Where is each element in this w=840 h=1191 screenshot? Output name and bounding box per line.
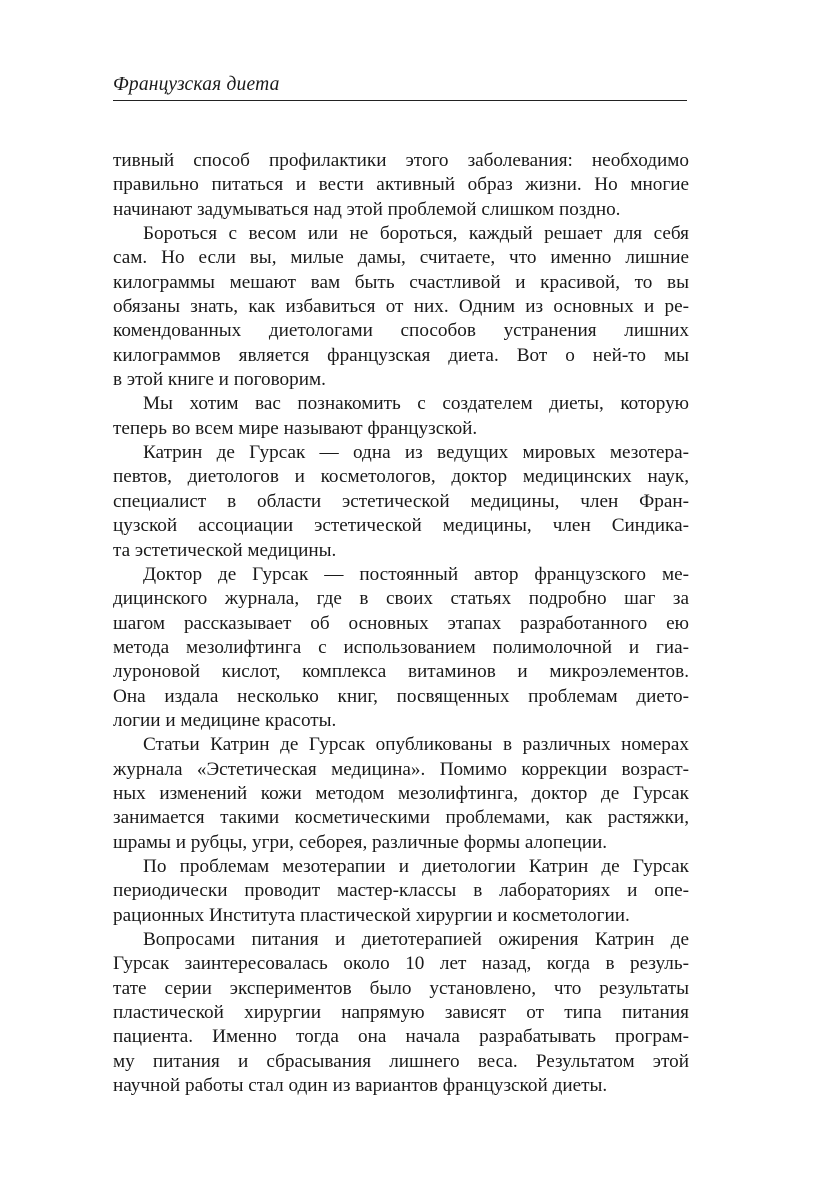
text-line: Вопросами питания и диетотерапией ожирения Катрин де [143, 929, 689, 950]
text-line: Мы хотим вас познакомить с создателем диеты, которую [143, 393, 689, 415]
text-line: шрамы и рубцы, угри, себорея, различные формы алопеции. [113, 831, 608, 853]
paragraph [113, 563, 689, 733]
text-line: пластической хирургии напрямую зависят от типа питания [113, 1002, 689, 1024]
body-text [113, 149, 689, 1098]
paragraph [113, 222, 689, 392]
text-line: журнала «Эстетическая медицина». Помимо коррекции возраст- [113, 758, 689, 780]
text-line: По проблемам мезотерапии и диетологии Катрин де Гурсак [143, 855, 689, 877]
text-line: килограммы мешают вам быть счастливой и красивой, то вы [113, 271, 689, 293]
paragraph [113, 855, 689, 928]
text-line: Гурсак заинтересовалась около 10 лет назад, когда в резуль- [113, 953, 689, 975]
text-line: комендованных диетологами способов устранения лишних [113, 320, 689, 342]
text-line: дицинского журнала, где в своих статьях подробно шаг за [113, 588, 689, 610]
text-line: цузской ассоциации эстетической медицины, член Синдика- [113, 515, 689, 537]
running-head-title: Французская диета [113, 74, 280, 95]
text-line: специалист в области эстетической медицины, член Фран- [113, 490, 689, 512]
text-line: научной работы стал один из вариантов французской диеты. [113, 1075, 608, 1097]
text-line: Она издала несколько книг, посвященных проблемам дието- [113, 685, 689, 707]
text-line: метода мезолифтинга с использованием полимолочной и гиа- [113, 636, 689, 658]
text-line: Доктор де Гурсак — постоянный автор французского ме- [143, 563, 689, 585]
text-line: му питания и сбрасывания лишнего веса. Результатом этой [113, 1050, 689, 1072]
text-line: обязаны знать, как избавиться от них. Одним из основных и ре- [113, 296, 689, 318]
paragraph [113, 733, 689, 855]
text-line: в этой книге и поговорим. [113, 369, 326, 391]
text-line: шагом рассказывает об основных этапах разработанного ею [113, 612, 689, 634]
text-line: Статьи Катрин де Гурсак опубликованы в различных номерах [143, 734, 689, 756]
text-line: тате серии экспериментов было установлено, что результаты [113, 977, 689, 999]
text-line: ных изменений кожи методом мезолифтинга, доктор де Гурсак [113, 782, 689, 804]
text-line: луроновой кислот, комплекса витаминов и микроэлементов. [113, 661, 689, 683]
text-line: сам. Но если вы, милые дамы, считаете, что именно лишние [113, 247, 689, 269]
text-line: логии и медицине красоты. [113, 709, 337, 731]
paragraph [113, 441, 689, 563]
text-line: тивный способ профилактики этого заболевания: необходимо [113, 150, 689, 171]
text-line: правильно питаться и вести активный образ жизни. Но многие [113, 174, 689, 196]
text-line: занимается такими косметическими проблемами, как растяжки, [113, 807, 689, 829]
text-line: пациента. Именно тогда она начала разрабатывать програм- [113, 1026, 689, 1048]
paragraph [113, 392, 689, 441]
paragraph [113, 149, 689, 222]
text-line: начинают задумываться над этой проблемой слишком поздно. [113, 198, 621, 220]
text-line: певтов, диетологов и косметологов, доктор медицинских наук, [113, 466, 689, 488]
text-line: теперь во всем мире называют французской. [113, 417, 478, 439]
text-line: Катрин де Гурсак — одна из ведущих мировых мезотера- [143, 442, 689, 464]
text-line: килограммов является французская диета. Вот о ней-то мы [113, 344, 689, 366]
text-line: периодически проводит мастер-классы в лабораториях и опе- [113, 880, 689, 902]
paragraph [113, 928, 689, 1098]
text-line: Бороться с весом или не бороться, каждый решает для себя [143, 223, 689, 245]
text-line: та эстетической медицины. [113, 539, 337, 561]
running-head [113, 70, 687, 101]
text-line: рационных Института пластической хирургии и косметологии. [113, 904, 630, 926]
